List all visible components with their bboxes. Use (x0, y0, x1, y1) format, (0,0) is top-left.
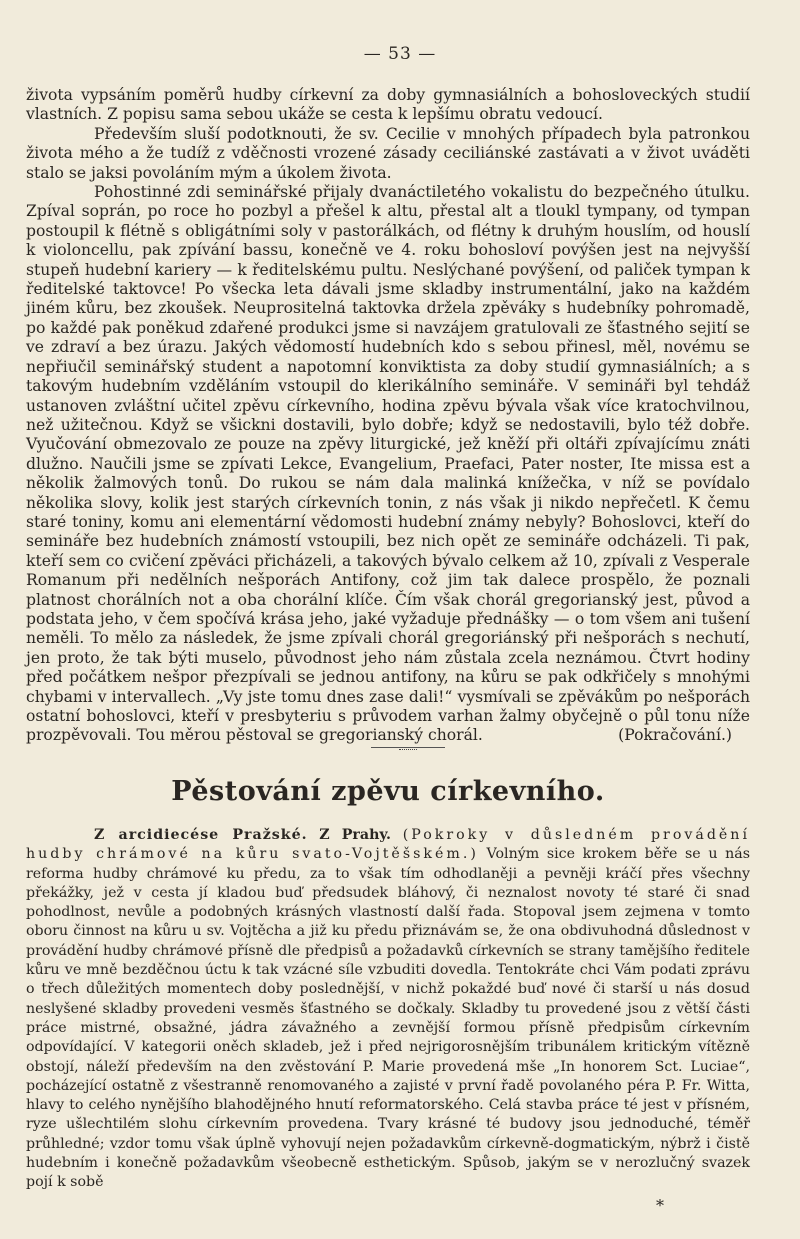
paragraph: života vypsáním poměrů hudby církevní za doby gymnasiálních a bohosloveckých studií vlastních. Z popisu sama sebou ukáže se cesta k lepšímu obratu vedoucí. (26, 86, 750, 124)
paragraph: Především sluší podotknouti, že sv. Cecilie v mnohých případech byla patronkou života mého a že tudíž z vděčnosti vrozené zásady ceciliánské zastávati a v život uváděti stalo se jaksi povoláním mým a úkolem života. (26, 124, 750, 182)
article-dateline: Z arcidiecése Pražské. (94, 827, 308, 843)
article-paragraph (26, 826, 750, 1193)
page-number: — 53 — (363, 44, 437, 64)
article-text: Volným sice krokem běře se u nás reforma hudby chrámové ku předu, za to však tím odhodlaněji a pevněji kráčí přes všechny překážky, jež v cesta jí kladou buď předsudek bláhový, či neznalost novoty té staré či snad pohodlnost, nevůle a podobných krásných vlastností další řada. Stopoval jsem zejmena v tomto oboru činnost na kůru u sv. Vojtěcha a již ku předu přiznávám se, že ona obdivuhodná důslednost v provádění hudby chrámové přísně dle předpisů a požadavků církevních se strany tamějšího ředitele kůru ve mně bezděčnou úctu k tak vzácné síle vzbuditi dovedla. Tentokráte chci Vám podati zprávu o třech důležitých momentech doby poslednější, v nichž pokaždé buď nové či starší u nás dosud neslyšené skladby provedeni vesměs šťastného se dočkaly. Skladby tu provedené jsou z větší části práce mistrné, obsažné, jádra závažného a zevnější formou přísně předpisům církevním odpovídající. V kategorii oněch skladeb, jež i před nejrigorosnějším tribunálem kritickým vítězně obstojí, náleží především na den zvěstování P. Marie provedená mše „In honorem Sct. Luciae“, pocházející ostatně z všestranně renomovaného a zajisté v první řadě povolaného péra P. Fr. Witta, hlavy to celého nynějšího blahodějného hnutí reformatorského. Celá stavba práce té jest v přísném, ryze ušlechtilém slohu církevním provedena. Tvary krásné té budovy jsou jednoduché, téměř průhledné; vzdor tomu však úplně vyhovují nejen požadavkům církevně-dogmatickým, nýbrž i čistě hudebním i konečně požadavkům všeobecně esthetickým. Spůsob, jakým se v nerozlučný svazek pojí k sobě (26, 846, 751, 1191)
footer-asterisk: * (656, 1196, 664, 1215)
body-text (26, 86, 750, 746)
page (26, 0, 774, 1239)
article-city: Z Prahy. (319, 827, 391, 843)
paragraph: Pohostinné zdi seminářské přijaly dvanáctiletého vokalistu do bezpečného útulku. Zpíval soprán, po roce ho pozbyl a přešel k altu, přestal alt a tloukl tympany, od tympan postoupil k flétně s obligátními soly v pastorálkách, od flétny k druhým houslím, od houslí k violoncellu, pak zpívání bassu, konečně ve 4. roku bohosloví povýšen jest na nejvyšší stupeň hudební kariery — k ředitelskému pultu. Neslýchané povýšení, od paliček tympan k ředitelské taktovce! Po všecka leta dávali jsme skladby instrumentální, jako na každém jiném kůru, bez zkoušek. Neuprositelná taktovka držela zpěváky s hudebníky pohromadě, po každé pak poněkud zdařené produkci jsme si navzájem gratulovali ze šťastného sejití se ve zdraví a bez úrazu. Jakých vědomostí hudebních kdo s sebou přinesl, měl, novému se nepřiučil seminářský student a napotomní konviktista za doby studií gymnasiálních; a s takovým hudebním vzděláním vstoupil do klerikálního semináře. V semináři byl tehdáž ustanoven zvláštní učitel zpěvu církevního, hodina zpěvu bývala však více kratochvilnou, než užitečnou. Když se všickni dostavili, bylo dobře; když se nedostavili, bylo též dobře. Vyučování obmezovalo ze pouze na zpěvy liturgické, jež kněží při oltáři zpívajícímu znáti dlužno. Naučili jsme se zpívati Lekce, Evangelium, Praefaci, Pater noster, Ite missa est a několik žalmových tonů. Do rukou se nám dala malinká knížečka, v níž se povídalo několika slovy, kolik jest starých církevních tonin, z nás však ji nikdo nepřečetl. K čemu staré toniny, komu ani elementární vědomosti hudební známy nebyly? Bohoslovci, kteří do semináře bez hudebních známostí vstoupili, bez nich opět ze semináře odcházeli. Ti pak, kteří sem co cvičení zpěváci přicházeli, a takových bývalo celkem až 10, zpívali z Vesperale Romanum při nedělních nešporách Antifony, což jim tak dalece prospělo, že poznali platnost chorálních not a oba chorální klíče. Čím však chorál gregorianský jest, původ a podstata jeho, v čem spočívá krása jeho, jaké vyžaduje přednášky — o tom všem ani tušení neměli. To mělo za následek, že jsme zpívali chorál gregoriánský při nešporách s nechutí, jen proto, že tak býti muselo, původnost jeho nám zůstala zcela neznámou. Čtvrt hodiny před počátkem nešpor přezpívali se jednou antifony, na kůru se pak odkřičely s mnohými chybami v intervallech. „Vy jste tomu dnes zase dali!“ vysmívali se zpěvákům po nešporách ostatní bohoslovci, kteří v presbyteriu s průvodem varhan žalmy obyčejně o půl tonu níže prozpěvovali. Tou měrou pěstoval se gregorianský chorál. (26, 183, 750, 745)
continued-note: (Pokračování.) (618, 726, 732, 745)
article-body (26, 826, 750, 1193)
article-title: Pěstování zpěvu církevního. (171, 776, 605, 807)
section-divider (371, 747, 445, 748)
article-subtitle: (Pokroky v důsledném provádění hudby chrámové na kůru svato-Vojtěšském.) (26, 827, 750, 863)
